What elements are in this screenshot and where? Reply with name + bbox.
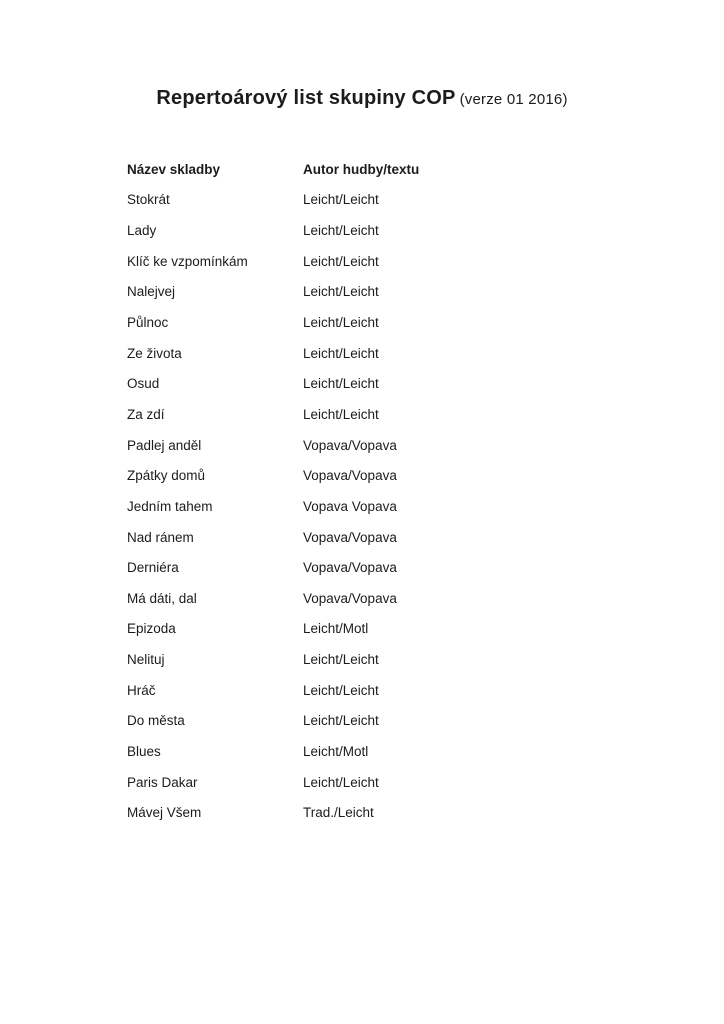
song-author: Leicht/Motl	[303, 621, 369, 637]
song-title: Půlnoc	[127, 315, 169, 331]
table-row	[127, 246, 419, 277]
song-author: Leicht/Leicht	[303, 652, 379, 668]
song-author: Vopava Vopava	[303, 498, 397, 514]
song-title: Klíč ke vzpomínkám	[127, 253, 248, 269]
song-title: Ze života	[127, 345, 182, 361]
table-row	[127, 522, 419, 553]
column-header-song-name: Název skladby	[127, 161, 221, 177]
song-author: Leicht/Leicht	[303, 284, 379, 300]
song-author: Leicht/Leicht	[303, 713, 379, 729]
table-row	[127, 430, 419, 461]
table-row	[127, 460, 419, 491]
song-author: Leicht/Leicht	[303, 315, 379, 331]
song-title: Nalejvej	[127, 284, 176, 300]
song-author: Leicht/Leicht	[303, 774, 379, 790]
table-row	[127, 644, 419, 675]
song-author: Vopava/Vopava	[303, 560, 397, 576]
song-title: Mávej Všem	[127, 805, 202, 821]
table-row	[127, 583, 419, 614]
song-author: Leicht/Leicht	[303, 376, 379, 392]
song-title: Padlej anděl	[127, 437, 202, 453]
table-row	[127, 614, 419, 645]
song-title: Nelituj	[127, 652, 165, 668]
table-row	[127, 399, 419, 430]
song-author: Leicht/Leicht	[303, 223, 379, 239]
table-row	[127, 797, 419, 828]
song-title: Derniéra	[127, 560, 179, 576]
song-title: Hráč	[127, 682, 156, 698]
song-title: Stokrát	[127, 192, 170, 208]
song-author: Vopava/Vopava	[303, 437, 397, 453]
table-row	[127, 767, 419, 798]
repertoire-table	[127, 154, 419, 828]
table-row	[127, 675, 419, 706]
column-header-author: Autor hudby/textu	[303, 161, 420, 177]
table-row	[127, 277, 419, 308]
song-author: Leicht/Leicht	[303, 253, 379, 269]
song-author: Leicht/Leicht	[303, 682, 379, 698]
song-author: Leicht/Leicht	[303, 192, 379, 208]
song-title: Nad ránem	[127, 529, 194, 545]
song-author: Trad./Leicht	[303, 805, 374, 821]
song-title: Paris Dakar	[127, 774, 198, 790]
song-author: Leicht/Leicht	[303, 345, 379, 361]
table-row	[127, 706, 419, 737]
song-title: Do města	[127, 713, 185, 729]
song-author: Vopava/Vopava	[303, 590, 397, 606]
table-row	[127, 368, 419, 399]
song-title: Osud	[127, 376, 160, 392]
table-row	[127, 491, 419, 522]
song-author: Vopava/Vopava	[303, 468, 397, 484]
page-title	[0, 86, 724, 112]
page-title-main: Repertoárový list skupiny COP	[156, 87, 456, 109]
table-row	[127, 307, 419, 338]
song-author: Leicht/Leicht	[303, 406, 379, 422]
song-title: Lady	[127, 223, 157, 239]
table-row	[127, 552, 419, 583]
song-title: Má dáti, dal	[127, 590, 197, 606]
song-author: Leicht/Motl	[303, 743, 369, 759]
table-row	[127, 215, 419, 246]
song-title: Zpátky domů	[127, 468, 206, 484]
song-author: Vopava/Vopava	[303, 529, 397, 545]
song-title: Za zdí	[127, 406, 165, 422]
page-title-version: (verze 01 2016)	[459, 91, 568, 108]
table-body	[127, 185, 419, 828]
table-row	[127, 338, 419, 369]
song-title: Jedním tahem	[127, 498, 213, 514]
song-title: Epizoda	[127, 621, 176, 637]
table-row	[127, 736, 419, 767]
table-header-row	[127, 154, 419, 185]
table-row	[127, 185, 419, 216]
song-title: Blues	[127, 743, 161, 759]
